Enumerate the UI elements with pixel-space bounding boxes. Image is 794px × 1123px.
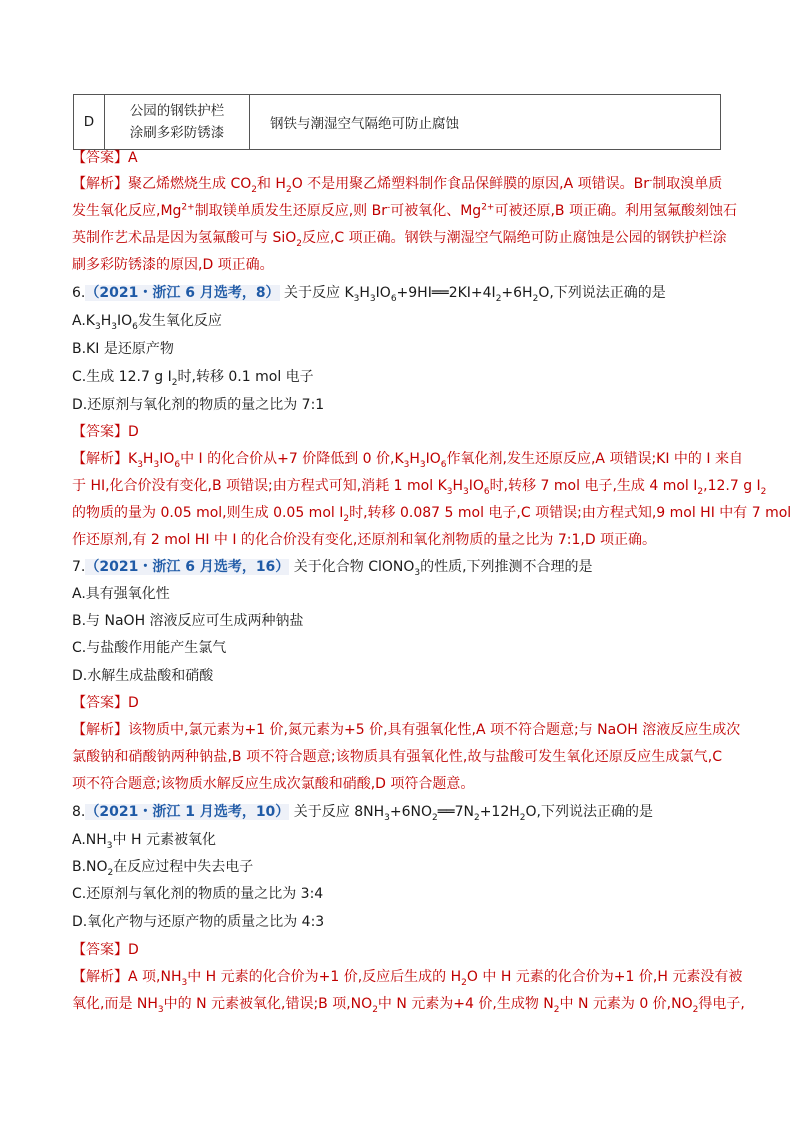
analysis-line: 英制作艺术品是因为氢氟酸可与 SiO$_2$反应,C 项正确。钢铁与潮湿空气隔绝可防止腐蚀是公园的钢铁护栏涂	[72, 230, 727, 249]
equation-sign: ══	[431, 285, 449, 301]
analysis-line: 【解析】A 项$,NH_3$中 H 元素的化合价为+1 价,反应后生成的 $H_2O$ 中 H 元素的化合价为+1 价,H 元素没有被	[72, 969, 743, 988]
answer-line: 【答案】A	[72, 150, 138, 166]
answer-line: 【答案】D	[72, 695, 139, 711]
table-row	[74, 95, 721, 150]
analysis-line: 发生氧化反应$,Mg^{2+}$制取镁单质发生还原反应,则 Br-可被氧化、$Mg^{2+}$可被还原,B 项正确。利用氢氟酸刻蚀石	[72, 202, 737, 219]
option-a: $A.NH_3$中 H 元素被氧化	[72, 832, 216, 851]
option-table	[73, 94, 721, 150]
option-b: B.与 NaOH 溶液反应可生成两种钠盐	[72, 613, 304, 629]
option-a: $A.K_3H_3IO_6$发生氧化反应	[72, 313, 222, 332]
option-d: D.氧化产物与还原产物的质量之比为 4:3	[72, 914, 325, 930]
equation-sign: ══	[437, 804, 455, 820]
option-reason: 钢铁与潮湿空气隔绝可防止腐蚀	[250, 95, 721, 150]
option-d: D.还原剂与氧化剂的物质的量之比为 7:1	[72, 397, 325, 413]
option-b: $B.NO_2$在反应过程中失去电子	[72, 859, 254, 878]
analysis-line: 的物质的量为 0.05 mol,则生成 0.05 mol $I_2$时,转移 0.087 5 mol 电子,C 项错误;由方程式知,9 mol HI 中有 7 mol	[72, 505, 792, 524]
option-item	[105, 95, 250, 150]
question-stem: 8.（2021・浙江 1 月选考，10） 关于反应 $8NH_3+6NO_2══7N_2+12H_2O$,下列说法正确的是	[72, 804, 653, 823]
analysis-line: 刷多彩防锈漆的原因,D 项正确。	[72, 257, 274, 273]
item-line: 公园的钢铁护栏	[129, 103, 225, 119]
analysis-line: 项不符合题意;该物质水解反应生成次氯酸和硝酸,D 项符合题意。	[72, 776, 475, 792]
source-tag: （2021・浙江 6 月选考，8）	[85, 285, 280, 301]
question-stem: 7.（2021・浙江 6 月选考，16） 关于化合物 ClONO$_3$的性质,下列推测不合理的是	[72, 559, 593, 578]
option-c: C.生成 12.7 g $I_2$时,转移 0.1 mol 电子	[72, 369, 314, 388]
source-tag: （2021・浙江 6 月选考，16）	[85, 559, 290, 575]
analysis-line: 【解析】聚乙烯燃烧生成 $CO_2$和 $H_2O$ 不是用聚乙烯塑料制作食品保鲜膜的原因,A 项错误。Br-制取溴单质	[72, 175, 723, 195]
analysis-line: 【解析】该物质中,氯元素为+1 价,氮元素为+5 价,具有强氧化性,A 项不符合题意;与 NaOH 溶液反应生成次	[72, 722, 741, 738]
analysis-line: 氯酸钠和硝酸钠两种钠盐,B 项不符合题意;该物质具有强氧化性,故与盐酸可发生氧化还原反应生成氯气,C	[72, 749, 722, 765]
option-d: D.水解生成盐酸和硝酸	[72, 668, 214, 684]
analysis-line: 作还原剂,有 2 mol HI 中 I 的化合价没有变化,还原剂和氧化剂物质的量之比为 7:1,D 项正确。	[72, 532, 657, 548]
answer-line: 【答案】D	[72, 942, 139, 958]
option-c: C.还原剂与氧化剂的物质的量之比为 3:4	[72, 886, 324, 902]
analysis-line: 于 HI,化合价没有变化,B 项错误;由方程式可知,消耗 1 mol $K_3H_3IO_6$时,转移 7 mol 电子,生成 4 mol $I_2,12.7$ g $I_2$	[72, 478, 767, 497]
option-label: D	[74, 95, 105, 150]
answer-line: 【答案】D	[72, 424, 139, 440]
option-a: A.具有强氧化性	[72, 586, 170, 602]
item-line: 涂刷多彩防锈漆	[129, 125, 225, 141]
source-tag: （2021・浙江 1 月选考，10）	[85, 804, 290, 820]
question-stem: 6.（2021・浙江 6 月选考，8） 关于反应 $K_3H_3IO_6+9HI══2KI+4I_2+6H_2O$,下列说法正确的是	[72, 285, 666, 304]
analysis-line: 【解析】$K_3H_3IO_6$中 I 的化合价从+7 价降低到 0 价$,K_3H_3IO_6$作氧化剂,发生还原反应,A 项错误;KI 中的 I 来自	[72, 451, 743, 470]
analysis-line: 氧化,而是 $NH_3$中的 N 元素被氧化,错误;B 项$,NO_2$中 N 元素为+4 价,生成物 $N_2$中 N 元素为 0 价$,NO_2$得电子,	[72, 996, 745, 1015]
option-c: C.与盐酸作用能产生氯气	[72, 640, 227, 656]
option-b: B.KI 是还原产物	[72, 341, 174, 357]
